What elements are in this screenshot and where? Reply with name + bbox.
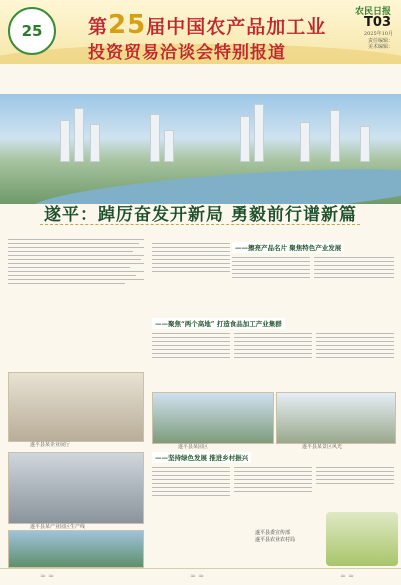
mid-photo-1 — [152, 392, 274, 444]
text-column — [232, 254, 310, 310]
caption: 遂平县某产业园区生产线 — [30, 524, 86, 530]
text-column — [152, 330, 230, 390]
caption: 遂平县某景区风光 — [302, 444, 343, 450]
title-number: 25 — [108, 10, 147, 40]
text-column — [234, 330, 312, 390]
text-column — [234, 464, 312, 524]
page-footer — [0, 568, 401, 585]
caption: 遂平县某企业展厅 — [30, 442, 71, 448]
headline-divider — [40, 224, 360, 225]
mid-photo-2 — [276, 392, 396, 444]
text-column — [316, 330, 394, 390]
intro-text-block — [8, 236, 144, 366]
building — [300, 122, 310, 162]
building — [254, 104, 264, 162]
left-photo-1 — [8, 372, 144, 442]
footer-mark: ≈ ≈ — [40, 572, 54, 580]
text-column — [316, 464, 394, 510]
building — [74, 108, 84, 162]
left-photo-2 — [8, 452, 144, 524]
left-photo-3 — [8, 530, 144, 568]
meta-line: 美术编辑： — [367, 44, 393, 50]
building — [150, 114, 160, 162]
expo-logo — [8, 7, 56, 55]
masthead — [0, 0, 401, 64]
section-heading-2: ——聚焦“两个高地” 打造食品加工产业集群 — [152, 318, 285, 329]
building — [90, 124, 100, 162]
wheat-illustration — [326, 512, 398, 566]
building — [330, 110, 340, 162]
logo-text: 25 — [21, 22, 43, 40]
article-headline: 遂平：踔厉奋发开新局 勇毅前行谱新篇 — [44, 205, 357, 225]
masthead-subtitle: 投资贸易洽谈会特别报道 — [88, 43, 286, 63]
footer-mark: ≈ ≈ — [340, 572, 354, 580]
section-heading-3: ——坚持绿色发展 推进乡村振兴 — [152, 452, 251, 463]
text-column — [152, 464, 230, 534]
title-suffix: 届中国农产品加工业 — [146, 16, 327, 38]
building — [360, 126, 370, 162]
building — [60, 120, 70, 162]
caption: 遂平县某园区 — [178, 444, 209, 450]
footer-mark: ≈ ≈ — [190, 572, 204, 580]
editor-line: 遂平县委宣传部 — [255, 530, 291, 536]
meta-line: 2025年10月 — [363, 31, 393, 37]
building — [240, 116, 250, 162]
editor-credit — [255, 530, 325, 544]
text-column — [152, 240, 230, 310]
masthead-meta — [333, 31, 393, 51]
building — [164, 130, 174, 162]
masthead-title — [88, 10, 326, 40]
hero-photo — [0, 94, 401, 204]
page-number: T03 — [364, 15, 391, 30]
paper-name: 农民日报 — [354, 7, 391, 17]
editor-line: 遂平县农业农村局 — [255, 537, 296, 543]
river — [29, 159, 401, 204]
meta-line: 责任编辑： — [367, 37, 393, 44]
section-heading-1: ——擦亮产品名片 聚焦特色产业发展 — [232, 242, 344, 253]
title-prefix: 第 — [88, 16, 109, 38]
text-column — [314, 254, 394, 310]
